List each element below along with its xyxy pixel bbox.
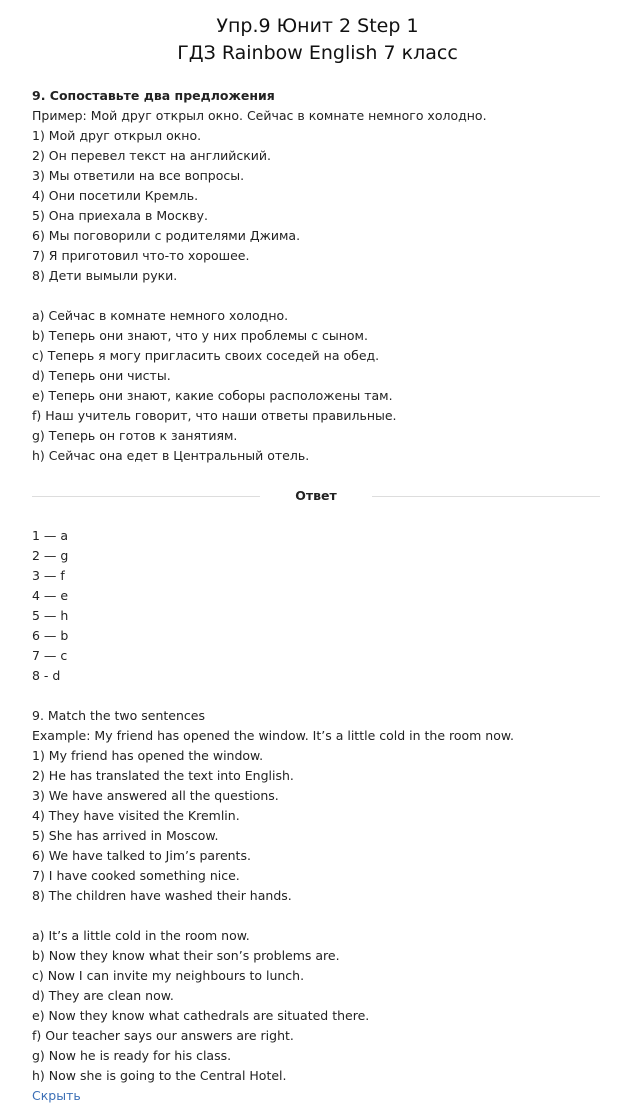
spacer	[32, 686, 622, 706]
spacer	[32, 286, 622, 306]
list-item: 4) Они посетили Кремль.	[32, 188, 199, 203]
task-ru-sentences	[32, 126, 622, 286]
list-item: 6) Мы поговорили с родителями Джима.	[32, 228, 301, 243]
list-item: 2 — g	[32, 548, 69, 563]
list-item: g) Теперь он готов к занятиям.	[32, 428, 238, 443]
list-item: 8) The children have washed their hands.	[32, 888, 292, 903]
spacer	[32, 906, 622, 926]
answer-label: Ответ	[295, 488, 337, 503]
list-item: 1) Мой друг открыл окно.	[32, 128, 202, 143]
answer-pairs	[32, 526, 622, 686]
task-en-heading: 9. Match the two sentences	[32, 708, 205, 723]
list-item: a) It’s a little cold in the room now.	[32, 928, 250, 943]
hide-answer-link[interactable]: Скрыть	[32, 1088, 81, 1103]
list-item: 1 — a	[32, 528, 69, 543]
list-item: 2) Он перевел текст на английский.	[32, 148, 272, 163]
list-item: 3 — f	[32, 568, 65, 583]
list-item: a) Сейчас в комнате немного холодно.	[32, 308, 289, 323]
list-item: 3) We have answered all the questions.	[32, 788, 279, 803]
list-item: 5) She has arrived in Moscow.	[32, 828, 219, 843]
task-ru-options	[32, 306, 622, 466]
list-item: 2) He has translated the text into English.	[32, 768, 294, 783]
list-item: 6) We have talked to Jim’s parents.	[32, 848, 251, 863]
list-item: f) Наш учитель говорит, что наши ответы правильные.	[32, 408, 397, 423]
list-item: b) Now they know what their son’s problems are.	[32, 948, 340, 963]
list-item: f) Our teacher says our answers are right.	[32, 1028, 294, 1043]
list-item: h) Сейчас она едет в Центральный отель.	[32, 448, 310, 463]
list-item: 4 — e	[32, 588, 69, 603]
list-item: d) Теперь они чисты.	[32, 368, 171, 383]
list-item: 7 — c	[32, 648, 68, 663]
list-item: e) Теперь они знают, какие соборы расположены там.	[32, 388, 393, 403]
task-en-example: Example: My friend has opened the window. It’s a little cold in the room now.	[32, 728, 514, 743]
task-ru-example: Пример: Мой друг открыл окно. Сейчас в комнате немного холодно.	[32, 108, 487, 123]
list-item: 8 - d	[32, 668, 61, 683]
title-line-1: Упр.9 Юнит 2 Step 1	[216, 15, 419, 37]
title-line-2: ГДЗ Rainbow English 7 класс	[177, 42, 458, 64]
list-item: 7) Я приготовил что-то хорошее.	[32, 248, 250, 263]
list-item: 1) My friend has opened the window.	[32, 748, 264, 763]
list-item: h) Now she is going to the Central Hotel.	[32, 1068, 287, 1083]
list-item: g) Now he is ready for his class.	[32, 1048, 232, 1063]
list-item: d) They are clean now.	[32, 988, 174, 1003]
list-item: 7) I have cooked something nice.	[32, 868, 240, 883]
divider-rule-right	[372, 496, 600, 497]
list-item: 5 — h	[32, 608, 69, 623]
answer-divider	[32, 486, 600, 506]
task-en-sentences	[32, 746, 622, 906]
list-item: 5) Она приехала в Москву.	[32, 208, 208, 223]
exercise-content	[32, 86, 622, 1106]
list-item: c) Now I can invite my neighbours to lunch.	[32, 968, 305, 983]
list-item: 8) Дети вымыли руки.	[32, 268, 178, 283]
list-item: 6 — b	[32, 628, 69, 643]
list-item: e) Now they know what cathedrals are situated there.	[32, 1008, 370, 1023]
list-item: 3) Мы ответили на все вопросы.	[32, 168, 245, 183]
list-item: 4) They have visited the Kremlin.	[32, 808, 240, 823]
list-item: b) Теперь они знают, что у них проблемы с сыном.	[32, 328, 368, 343]
list-item: c) Теперь я могу пригласить своих соседей на обед.	[32, 348, 380, 363]
task-en-options	[32, 926, 622, 1086]
task-ru-heading: 9. Сопоставьте два предложения	[32, 88, 275, 103]
page-title	[0, 0, 635, 67]
